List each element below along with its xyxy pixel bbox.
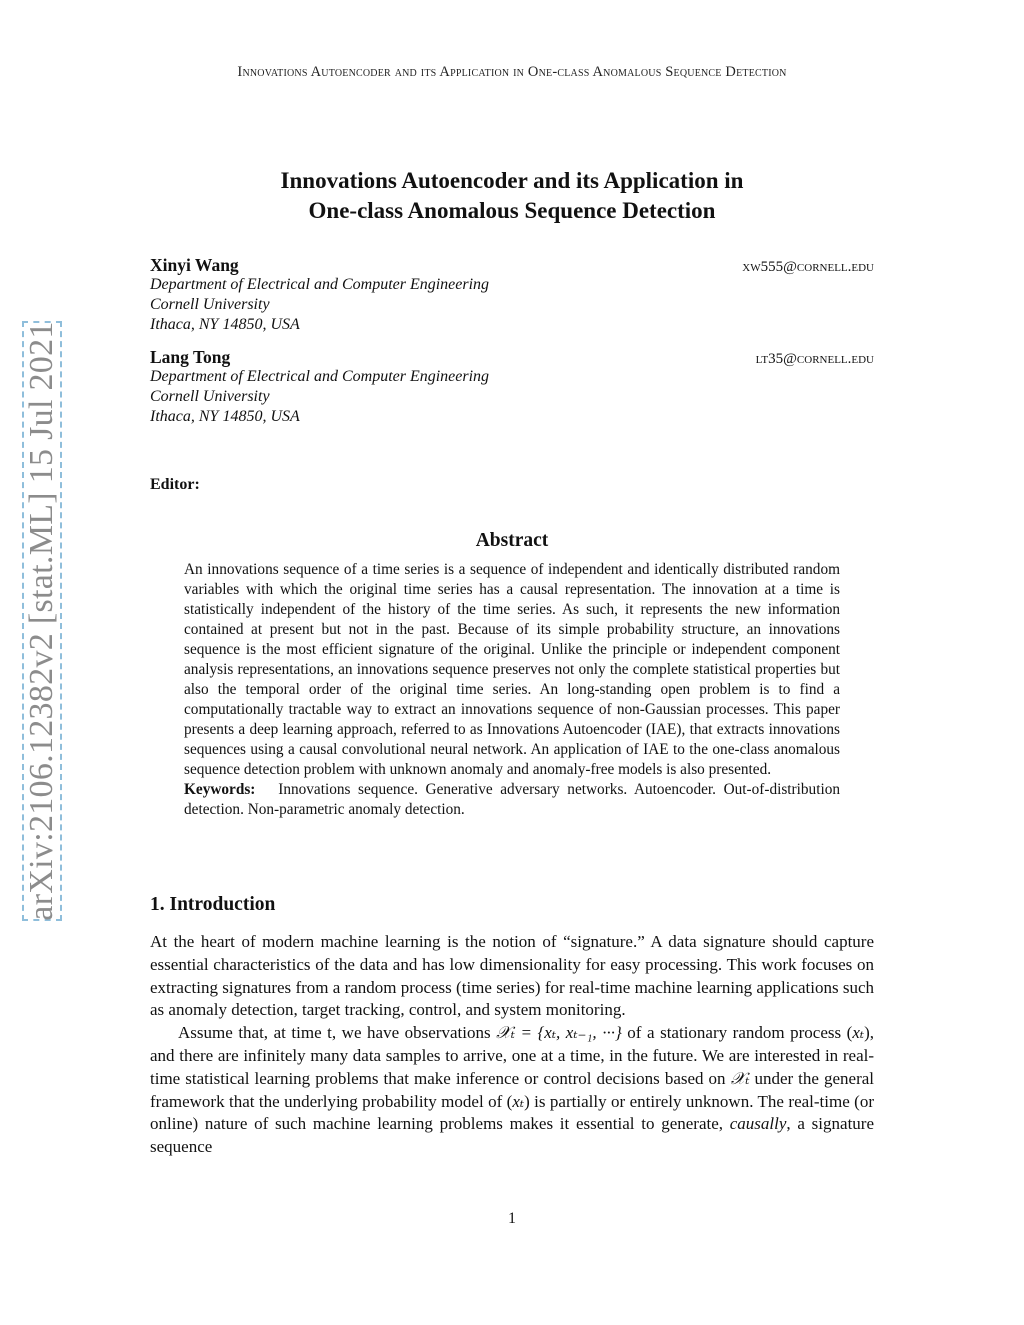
author-address: Ithaca, NY 14850, USA	[150, 316, 300, 333]
author-email: lt35@cornell.edu	[755, 351, 874, 367]
paper-title	[150, 166, 874, 226]
author-block-2	[150, 347, 874, 427]
p2-text-4: under the general framework that the underlying probability model of (	[150, 1068, 874, 1111]
author-university: Cornell University	[150, 296, 270, 313]
p2-text-3: ), and there are infinitely many data samples to arrive, one at a time, in the future. We are interested in real-time statistical learning problems that make inference or control decisions based on	[150, 1023, 874, 1088]
emphasis-causally: causally	[729, 1114, 787, 1134]
arxiv-id: arXiv:2106.12382v2 [stat.ML] 15 Jul 2021	[23, 321, 60, 921]
math-observations: 𝒳ₜ = {xₜ, xₜ₋₁, ···}	[496, 1023, 622, 1043]
keywords-label: Keywords:	[184, 781, 256, 798]
author-email: xw555@cornell.edu	[742, 259, 874, 275]
introduction-body	[150, 931, 874, 1159]
p2-text-2: of a stationary random process (	[621, 1023, 853, 1043]
keywords	[184, 780, 840, 820]
math-observations: 𝒳ₜ	[730, 1068, 750, 1088]
author-department: Department of Electrical and Computer Engineering	[150, 276, 490, 293]
abstract-text: An innovations sequence of a time series is a sequence of independent and identically distributed random variables with which the original time series has a causal representation. The innovation at a time is statistically independent of the history of the time series. As such, it represents the new information contained at present but not in the past. Because of its simple probability structure, an innovations sequence is the most efficient signature of the original. Unlike the principle or independent component analysis representations, an innovations sequence preserves not only the complete statistical properties but also the temporal order of the original time series. An long-standing open problem is to find a computationally tractable way to extract an innovations sequence of non-Gaussian processes. This paper presents a deep learning approach, referred to as Innovations Autoencoder (IAE), that extracts innovations sequences using a causal convolutional neural network. An application of IAE to the one-class anomalous sequence detection problem with unknown anomaly and anomaly-free models is also presented.	[184, 561, 840, 778]
section-heading-introduction: 1. Introduction	[150, 894, 276, 915]
title-line-2: One-class Anomalous Sequence Detection	[308, 198, 716, 223]
paragraph-1: At the heart of modern machine learning is the notion of “signature.” A data signature should capture essential characteristics of the data and has low dimensionality for easy processing. This work focuses on extracting signatures from a random process (time series) for real-time machine learning applications such as anomaly detection, target tracking, control, and system monitoring.	[150, 932, 874, 1020]
running-head: Innovations Autoencoder and its Application in One-class Anomalous Sequence Detection	[237, 64, 787, 80]
page-number: 1	[508, 1210, 516, 1227]
author-block-1	[150, 255, 874, 335]
math-process: xₜ	[512, 1091, 525, 1111]
author-name: Xinyi Wang	[150, 255, 239, 275]
abstract-heading: Abstract	[475, 530, 549, 551]
p2-text-1: Assume that, at time t, we have observations	[178, 1023, 497, 1043]
math-process: xₜ	[852, 1023, 865, 1043]
p2-text-6: , a signature sequence	[150, 1114, 874, 1157]
title-line-1: Innovations Autoencoder and its Application in	[280, 168, 744, 193]
keywords-text: Innovations sequence. Generative adversary networks. Autoencoder. Out-of-distribution detection. Non-parametric anomaly detection.	[184, 781, 840, 818]
author-name: Lang Tong	[150, 347, 231, 367]
abstract	[184, 560, 840, 820]
p2-text-5: ) is partially or entirely unknown. The real-time (or online) nature of such machine learning problems makes it essential to generate,	[150, 1091, 874, 1134]
paragraph-2	[150, 1022, 874, 1159]
author-address: Ithaca, NY 14850, USA	[150, 408, 300, 425]
author-university: Cornell University	[150, 388, 270, 405]
author-department: Department of Electrical and Computer Engineering	[150, 368, 490, 385]
editor-label: Editor:	[150, 476, 200, 493]
arxiv-stamp	[22, 321, 62, 921]
